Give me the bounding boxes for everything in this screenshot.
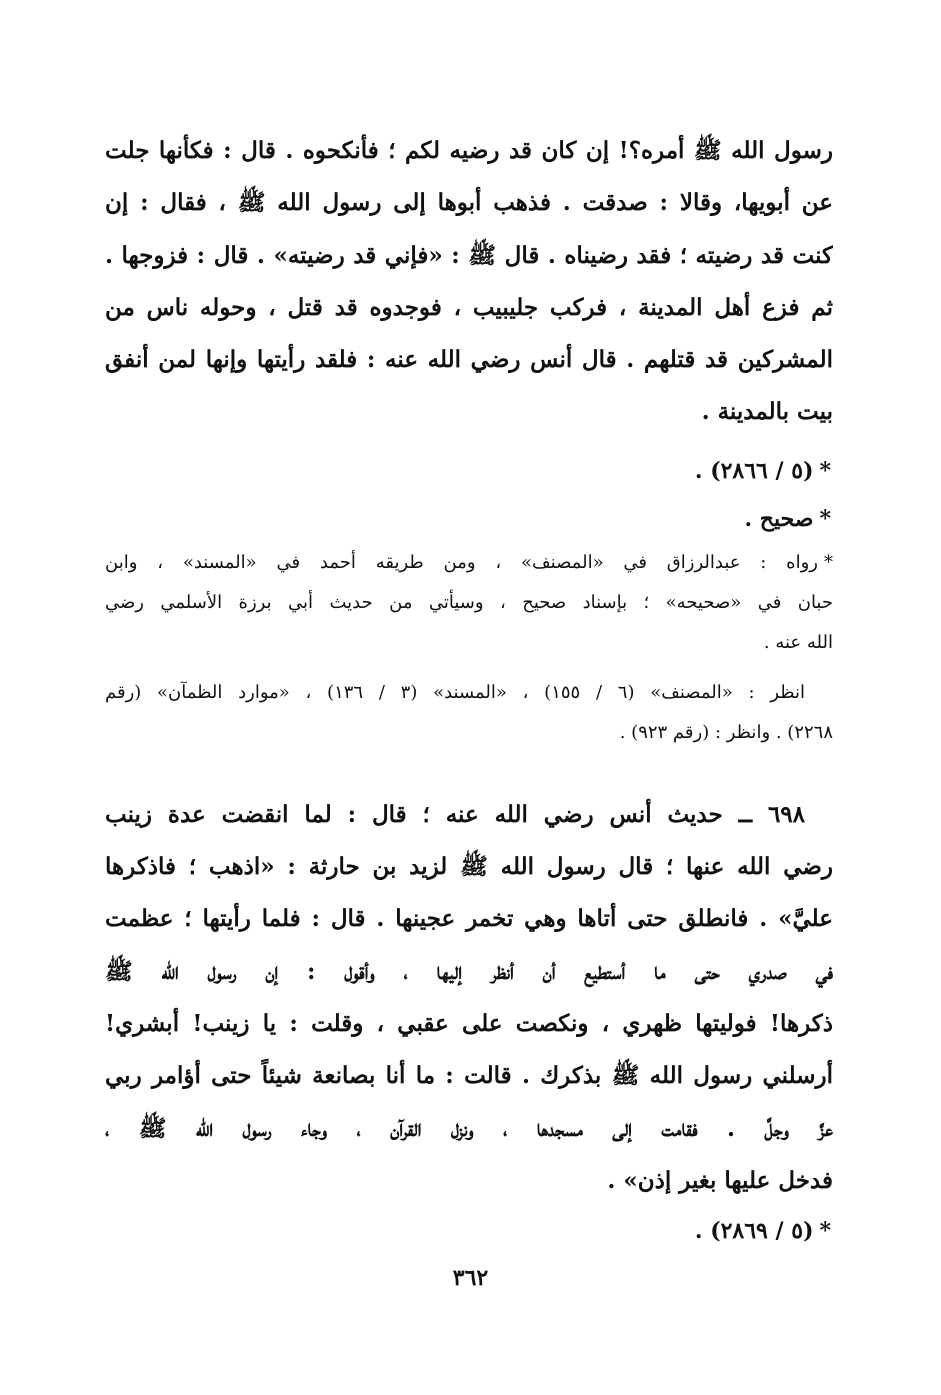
note-line: ٢٢٦٨) . وانظر : (رقم ٩٢٣) . xyxy=(619,721,833,743)
hadith-heading-line: ٦٩٨ ــ حديث أنس رضي الله عنه ؛ قال : لما انقضت عدة زينب xyxy=(105,800,805,828)
text-line: ذكرها! فوليتها ظهري ، ونكصت على عقبي ، وقلت : يا زينب! أبشري! xyxy=(105,1009,833,1037)
star-marker: * xyxy=(819,1218,831,1245)
text-line: كنت قد رضيته ؛ فقد رضيناه . قال ﷺ : «فإني قد رضيته» . قال : فزوجها . xyxy=(105,241,833,269)
takhrij-note xyxy=(105,543,833,663)
star-marker: * xyxy=(824,551,833,573)
text-line: رضي الله عنها ؛ قال رسول الله ﷺ لزيد بن حارثة : «اذهب ؛ فاذكرها xyxy=(105,853,833,881)
reference-item xyxy=(105,1207,831,1255)
reference-item xyxy=(105,447,831,495)
note-line: انظر : «المصنف» (٦ / ١٥٥) ، «المسند» (٣ / ١٣٦) ، «موارد الظمآن» (رقم xyxy=(105,681,806,703)
text-line: في صدري حتى ما أستطيع أن أنظر إليها ، وأقول : إن رسول الله ﷺ xyxy=(105,957,833,985)
text-line: عزَّ وجلَّ . فقامت إلى مسجدها ، ونزل القرآن ، وجاء رسول الله ﷺ ، xyxy=(105,1114,833,1142)
text-line: عن أبويها، وقالا : صدقت . فذهب أبوها إلى رسول الله ﷺ ، فقال : إن xyxy=(105,189,833,217)
note-line: حبان في «صحيحه» ؛ بإسناد صحيح ، وسيأتي من حديث أبي برزة الأسلمي رضي xyxy=(105,591,833,613)
text-line: ثم فزع أهل المدينة ، فركب جليبيب ، فوجدوه قد قتل ، وحوله ناس من xyxy=(105,293,833,321)
volume-reference: (٥ / ٢٨٦٩) . xyxy=(694,1218,814,1245)
star-marker: * xyxy=(819,457,831,484)
star-marker: * xyxy=(819,505,831,532)
text-line: عليَّ» . فانطلق حتى أتاها وهي تخمر عجينها . قال : فلما رأيتها ؛ عظمت xyxy=(105,905,833,933)
text-line: رسول الله ﷺ أمره؟! إن كان قد رضيه لكم ؛ فأنكحوه . قال : فكأنها جلت xyxy=(105,137,833,164)
see-also-note xyxy=(105,673,833,753)
note-line: الله عنه . xyxy=(763,631,833,653)
hadith-passage-continued xyxy=(105,125,833,439)
page-content xyxy=(105,125,833,1255)
note-line: *رواه : عبدالرزاق في «المصنف» ، ومن طريقه أحمد في «المسند» ، وابن xyxy=(105,551,833,573)
grade-item xyxy=(105,495,831,543)
hadith-grade: صحيح . xyxy=(744,505,814,532)
text-line: فدخل عليها بغير إذن» . xyxy=(607,1166,833,1194)
page-number: ٣٦٢ xyxy=(452,1265,489,1291)
text-line: أرسلني رسول الله ﷺ بذكرك . قالت : ما أنا بصانعة شيئاً حتى أؤامر ربي xyxy=(105,1062,833,1090)
volume-reference: (٥ / ٢٨٦٦) . xyxy=(694,457,814,484)
hadith-698 xyxy=(105,789,833,1207)
text-line: بيت بالمدينة . xyxy=(701,398,833,426)
text-line: المشركين قد قتلهم . قال أنس رضي الله عنه : فلقد رأيتها وإنها لمن أنفق xyxy=(105,346,833,374)
